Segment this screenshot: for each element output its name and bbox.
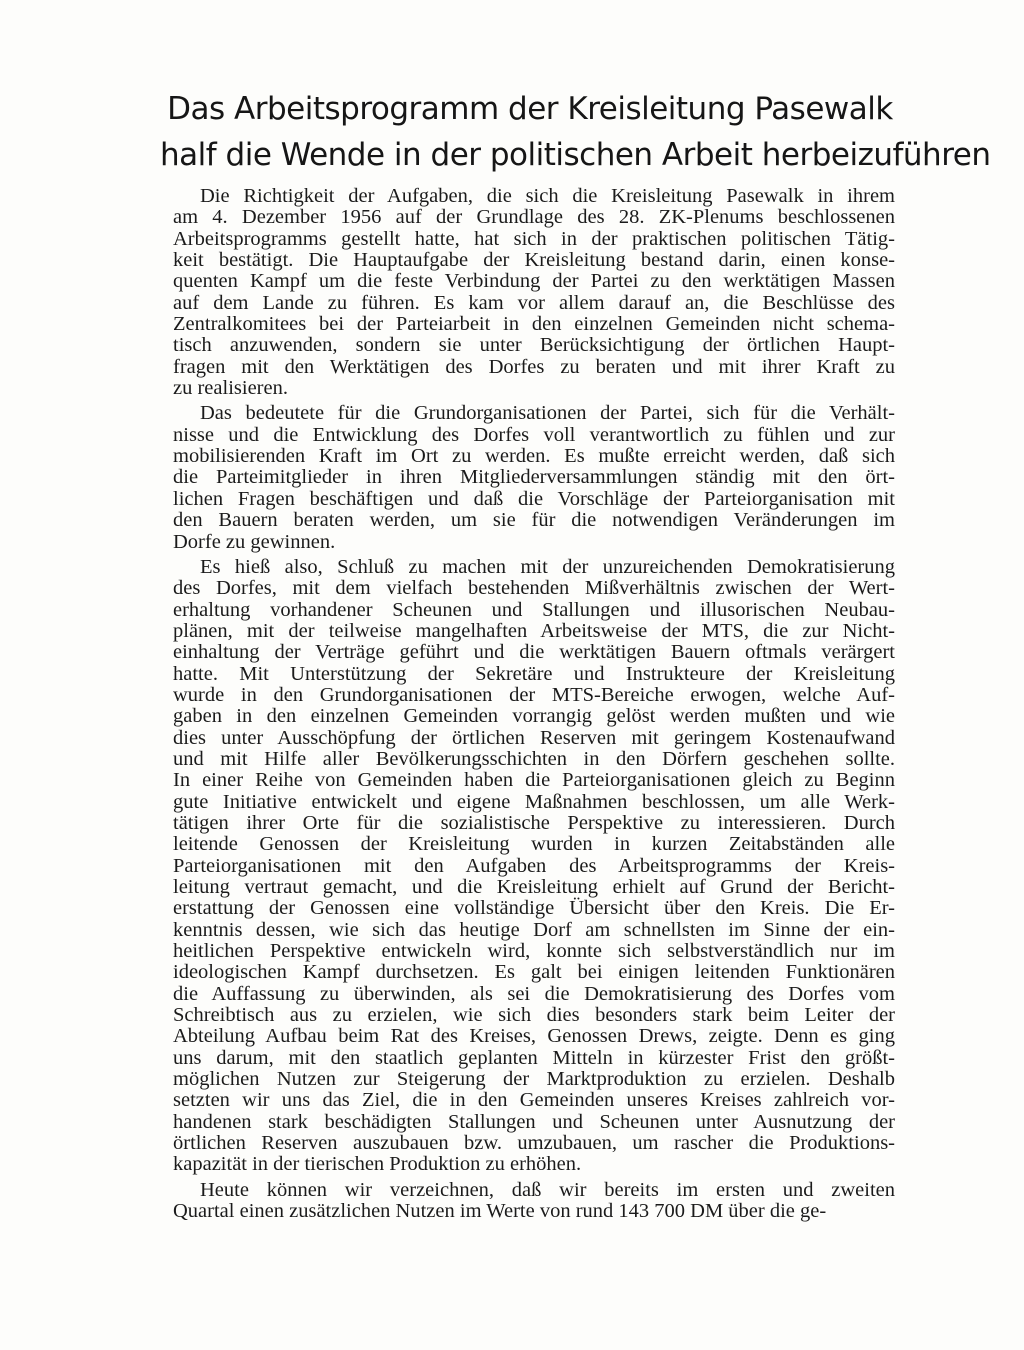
text-line: kenntnis dessen, wie sich das heutige Dorf am schnellsten im Sinne der ein- bbox=[173, 918, 895, 941]
text-line: Das bedeutete für die Grundorganisationen der Partei, sich für die Verhält- bbox=[200, 402, 895, 425]
paragraph bbox=[173, 186, 895, 399]
text-line: gute Initiative entwickelt und eigene Maßnahmen beschlossen, um alle Werk- bbox=[173, 790, 895, 813]
text-line: möglichen Nutzen zur Steigerung der Marktproduktion zu erzielen. Deshalb bbox=[173, 1068, 895, 1091]
text-line: mobilisierenden Kraft im Ort zu werden. Es mußte erreicht werden, daß sich bbox=[173, 445, 895, 468]
text-line: uns darum, mit den staatlich geplanten Mitteln in kürzester Frist den größt- bbox=[173, 1046, 895, 1069]
text-line: leitende Genossen der Kreisleitung wurden in kurzen Zeitabständen alle bbox=[173, 833, 895, 856]
article-title bbox=[160, 86, 991, 178]
text-line: Heute können wir verzeichnen, daß wir bereits im ersten und zweiten bbox=[200, 1178, 895, 1201]
text-line: örtlichen Reserven auszubauen bzw. umzubauen, um rascher die Produktions- bbox=[173, 1132, 895, 1155]
text-line: des Dorfes, mit dem vielfach bestehenden Mißverhältnis zwischen der Wert- bbox=[173, 577, 895, 600]
text-line: heitlichen Perspektive entwickeln wird, konnte sich selbstverständlich nur im bbox=[173, 940, 895, 963]
text-line: Quartal einen zusätzlichen Nutzen im Werte von rund 143 700 DM über die ge- bbox=[173, 1200, 827, 1223]
text-line: plänen, mit der teilweise mangelhaften Arbeitsweise der MTS, die zur Nicht- bbox=[173, 619, 895, 642]
title-line-2: half die Wende in der politischen Arbeit herbeizuführen bbox=[160, 137, 991, 173]
text-line: ideologischen Kampf durchsetzen. Es galt bei einigen leitenden Funktionären bbox=[173, 961, 895, 984]
article-body bbox=[173, 186, 895, 1227]
text-line: auf dem Lande zu führen. Es kam vor allem darauf an, die Beschlüsse des bbox=[173, 291, 895, 314]
text-line: Dorfe zu gewinnen. bbox=[173, 530, 336, 553]
text-line: In einer Reihe von Gemeinden haben die Parteiorganisationen gleich zu Beginn bbox=[173, 769, 895, 792]
text-line: kapazität in der tierischen Produktion zu erhöhen. bbox=[173, 1153, 582, 1176]
text-line: tätigen ihrer Orte für die sozialistische Perspektive zu interessieren. Durch bbox=[173, 811, 895, 834]
text-line: setzten wir uns das Ziel, die in den Gemeinden unseres Kreises zahlreich vor- bbox=[173, 1089, 895, 1112]
title-line-1: Das Arbeitsprogramm der Kreisleitung Pasewalk bbox=[167, 91, 893, 127]
text-line: Parteiorganisationen mit den Aufgaben des Arbeitsprogramms der Kreis- bbox=[173, 854, 895, 877]
text-line: nisse und die Entwicklung des Dorfes voll verantwortlich zu fühlen und zur bbox=[173, 423, 895, 446]
text-line: lichen Fragen beschäftigen und daß die Vorschläge der Parteiorganisation mit bbox=[173, 487, 895, 510]
text-line: hatte. Mit Unterstützung der Sekretäre und Instrukteure der Kreisleitung bbox=[173, 662, 895, 685]
text-line: die Auffassung zu überwinden, als sei die Demokratisierung des Dorfes vom bbox=[173, 982, 895, 1005]
text-line: dies unter Ausschöpfung der örtlichen Reserven mit geringem Kostenaufwand bbox=[173, 726, 895, 749]
text-line: tisch anzuwenden, sondern sie unter Berücksichtigung der örtlichen Haupt- bbox=[173, 334, 895, 357]
text-line: die Parteimitglieder in ihren Mitgliederversammlungen ständig mit den ört- bbox=[173, 466, 895, 489]
text-line: Es hieß also, Schluß zu machen mit der unzureichenden Demokratisierung bbox=[200, 555, 895, 578]
text-line: am 4. Dezember 1956 auf der Grundlage des 28. ZK-Plenums beschlossenen bbox=[173, 206, 895, 229]
text-line: Die Richtigkeit der Aufgaben, die sich die Kreisleitung Pasewalk in ihrem bbox=[200, 185, 895, 207]
text-line: Arbeitsprogramms gestellt hatte, hat sich in der praktischen politischen Tätig- bbox=[173, 227, 895, 250]
text-line: Abteilung Aufbau beim Rat des Kreises, Genossen Drews, zeigte. Denn es ging bbox=[173, 1025, 895, 1048]
text-line: keit bestätigt. Die Hauptaufgabe der Kreisleitung bestand darin, einen konse- bbox=[173, 249, 895, 272]
text-line: erstattung der Genossen eine vollständige Übersicht über den Kreis. Die Er- bbox=[173, 897, 895, 920]
text-line: zu realisieren. bbox=[173, 377, 288, 400]
text-line: handenen stark beschädigten Stallungen und Scheunen unter Ausnutzung der bbox=[173, 1110, 895, 1133]
paragraph bbox=[173, 557, 895, 1176]
text-line: den Bauern beraten werden, um sie für die notwendigen Veränderungen im bbox=[173, 509, 895, 532]
text-line: Zentralkomitees bei der Parteiarbeit in den einzelnen Gemeinden nicht schema- bbox=[173, 313, 895, 336]
text-line: erhaltung vorhandener Scheunen und Stallungen und illusorischen Neubau- bbox=[173, 598, 895, 621]
text-line: gaben in den einzelnen Gemeinden vorrangig gelöst werden mußten und wie bbox=[173, 705, 895, 728]
paragraph bbox=[173, 403, 895, 552]
text-line: und mit Hilfe aller Bevölkerungsschichten in den Dörfern geschehen sollte. bbox=[173, 747, 895, 770]
text-line: Schreibtisch aus zu erzielen, wie sich dies besonders stark beim Leiter der bbox=[173, 1004, 895, 1027]
paragraph bbox=[173, 1180, 895, 1223]
text-line: einhaltung der Verträge geführt und die werktätigen Bauern oftmals verärgert bbox=[173, 641, 895, 664]
text-line: wurde in den Grundorganisationen der MTS-Bereiche erwogen, welche Auf- bbox=[173, 683, 895, 706]
text-line: leitung vertraut gemacht, und die Kreisleitung erhielt auf Grund der Bericht- bbox=[173, 876, 895, 898]
text-line: quenten Kampf um die feste Verbindung der Partei zu den werktätigen Massen bbox=[173, 270, 895, 293]
text-line: fragen mit den Werktätigen des Dorfes zu beraten und mit ihrer Kraft zu bbox=[173, 355, 895, 378]
